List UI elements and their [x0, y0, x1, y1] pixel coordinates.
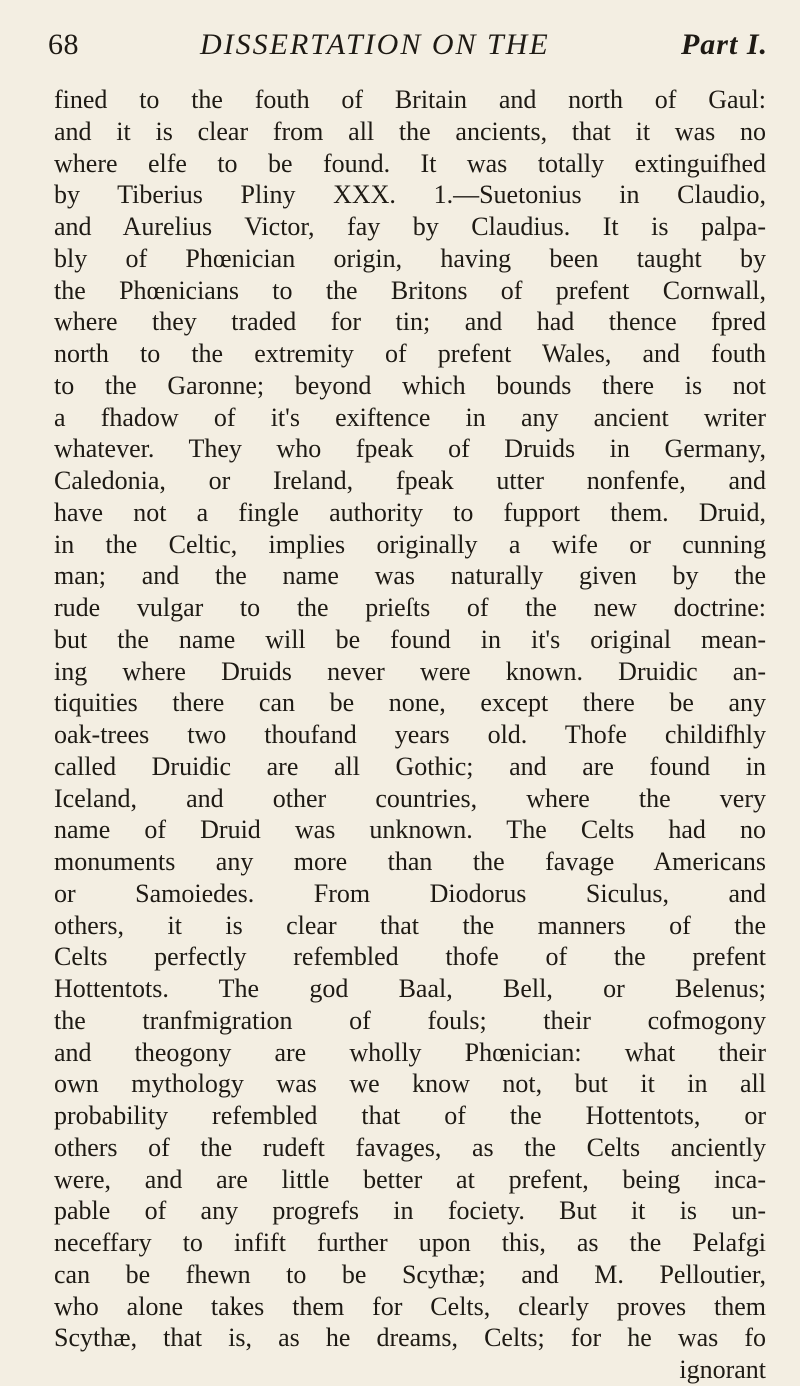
text-line: neceffary to infift further upon this, as the Pelafgi [54, 1228, 766, 1257]
text-line: but the name will be found in it's original mean- [54, 624, 766, 654]
page-number: 68 [48, 28, 79, 61]
text-line: oak-trees two thoufand years old. Thofe childifhly [54, 720, 766, 749]
text-line: monuments any more than the favage Americans [54, 847, 766, 876]
page-header [48, 20, 768, 70]
text-line: probability refembled that of the Hottentots, or [54, 1101, 766, 1130]
text-line: north to the extremity of prefent Wales, and fouth [54, 339, 766, 368]
running-title: DISSERTATION ON THE [200, 28, 550, 61]
text-line: own mythology was we know not, but it in all [54, 1069, 766, 1099]
text-line: the Phœnicians to the Britons of prefent Cornwall, [54, 275, 766, 305]
text-line: a fhadow of it's exiftence in any ancient writer [54, 402, 766, 432]
text-line: where elfe to be found. It was totally extinguifhed [54, 148, 766, 178]
text-line: have not a fingle authority to fupport them. Druid, [54, 497, 766, 527]
text-line: Scythæ, that is, as he dreams, Celts; for he was fo [54, 1323, 766, 1353]
text-line: ing where Druids never were known. Druidic an- [54, 656, 766, 686]
text-line: name of Druid was unknown. The Celts had no [54, 815, 766, 845]
text-line: where they traded for tin; and had thence fpred [54, 307, 766, 337]
body-text [54, 84, 766, 1386]
text-line: pable of any progrefs in fociety. But it is un- [54, 1196, 766, 1226]
text-line: called Druidic are all Gothic; and are found in [54, 751, 766, 781]
text-line: who alone takes them for Celts, clearly proves them [54, 1291, 766, 1321]
text-line: were, and are little better at prefent, being inca- [54, 1164, 766, 1194]
catchword: ignorant [679, 1355, 766, 1384]
text-line: Celts perfectly refembled thofe of the prefent [54, 942, 766, 972]
text-line: bly of Phœnician origin, having been taught by [54, 243, 766, 273]
text-line: man; and the name was naturally given by the [54, 561, 766, 591]
text-line: in the Celtic, implies originally a wife or cunning [54, 529, 766, 559]
text-line: rude vulgar to the prieſts of the new doctrine: [54, 593, 766, 622]
text-line: or Samoiedes. From Diodorus Siculus, and [54, 878, 766, 908]
text-line: fined to the fouth of Britain and north of Gaul: [54, 85, 766, 114]
text-line: to the Garonne; beyond which bounds there is not [54, 370, 766, 400]
part-label: Part I. [680, 28, 768, 61]
text-line: others of the rudeft favages, as the Celts anciently [54, 1132, 766, 1162]
text-line: whatever. They who fpeak of Druids in Germany, [54, 434, 766, 464]
text-line: Hottentots. The god Baal, Bell, or Belenus; [54, 974, 766, 1003]
text-line: others, it is clear that the manners of the [54, 910, 766, 940]
text-line: can be fhewn to be Scythæ; and M. Pelloutier, [54, 1259, 766, 1289]
text-line: the tranfmigration of fouls; their cofmogony [54, 1005, 766, 1035]
text-line: and theogony are wholly Phœnician: what their [54, 1037, 766, 1067]
text-line: and it is clear from all the ancients, that it was no [54, 116, 766, 146]
text-line: tiquities there can be none, except there be any [54, 688, 766, 718]
text-line: by Tiberius Pliny XXX. 1.—Suetonius in Claudio, [54, 180, 766, 210]
text-line: and Aurelius Victor, fay by Claudius. It is palpa- [54, 212, 766, 241]
text-line: Caledonia, or Ireland, fpeak utter nonfenfe, and [54, 466, 766, 495]
text-line: Iceland, and other countries, where the very [54, 783, 766, 813]
